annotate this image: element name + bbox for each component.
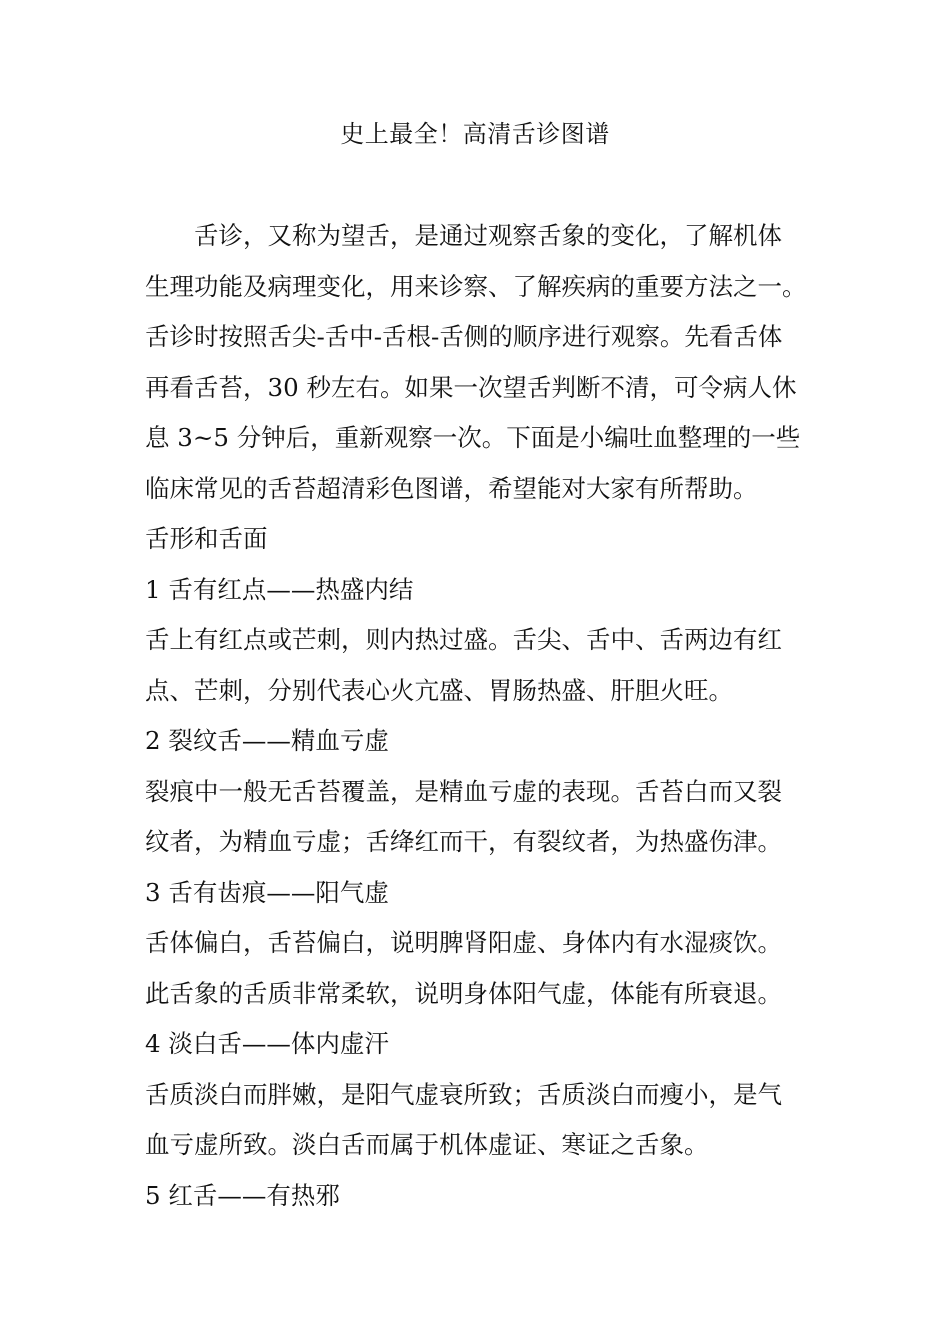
subsection-heading: 2 裂纹舌——精血亏虚 xyxy=(145,726,389,755)
subsection-heading: 3 舌有齿痕——阳气虚 xyxy=(145,877,389,907)
subsection-heading: 1 舌有红点——热盛内结 xyxy=(145,574,414,604)
paragraph-line: 再看舌苔，30 秒左右。如果一次望舌判断不清，可令病人休 xyxy=(145,372,797,402)
paragraph-line: 舌诊时按照舌尖-舌中-舌根-舌侧的顺序进行观察。先看舌体 xyxy=(145,322,783,351)
paragraph-line: 舌体偏白，舌苔偏白，说明脾肾阳虚、身体内有水湿痰饮。 xyxy=(145,928,782,957)
paragraph-line: 舌上有红点或芒刺，则内热过盛。舌尖、舌中、舌两边有红 xyxy=(145,625,782,654)
paragraph-line: 舌质淡白而胖嫩，是阳气虚衰所致；舌质淡白而瘦小，是气 xyxy=(145,1079,782,1109)
paragraph-line: 临床常见的舌苔超清彩色图谱，希望能对大家有所帮助。 xyxy=(145,473,758,503)
paragraph-line: 点、芒刺，分别代表心火亢盛、胃肠热盛、肝胆火旺。 xyxy=(145,675,733,705)
document-body xyxy=(145,211,810,1221)
paragraph-line: 此舌象的舌质非常柔软，说明身体阳气虚，体能有所衰退。 xyxy=(145,978,782,1008)
paragraph-line: 血亏虚所致。淡白舌而属于机体虚证、寒证之舌象。 xyxy=(145,1130,709,1159)
section-heading: 舌形和舌面 xyxy=(145,524,268,553)
paragraph-line: 纹者，为精血亏虚；舌绛红而干，有裂纹者，为热盛伤津。 xyxy=(145,827,782,856)
subsection-heading: 5 红舌——有热邪 xyxy=(145,1180,340,1210)
paragraph-line: 息 3~5 分钟后，重新观察一次。下面是小编吐血整理的一些 xyxy=(145,423,801,452)
subsection-heading: 4 淡白舌——体内虚汗 xyxy=(145,1029,389,1058)
document-title: 史上最全！高清舌诊图谱 xyxy=(340,120,610,148)
paragraph-line: 舌诊，又称为望舌，是通过观察舌象的变化，了解机体 xyxy=(194,221,782,250)
paragraph-line: 裂痕中一般无舌苔覆盖，是精血亏虚的表现。舌苔白而又裂 xyxy=(145,776,782,806)
paragraph-line: 生理功能及病理变化，用来诊察、了解疾病的重要方法之一。 xyxy=(145,271,807,301)
